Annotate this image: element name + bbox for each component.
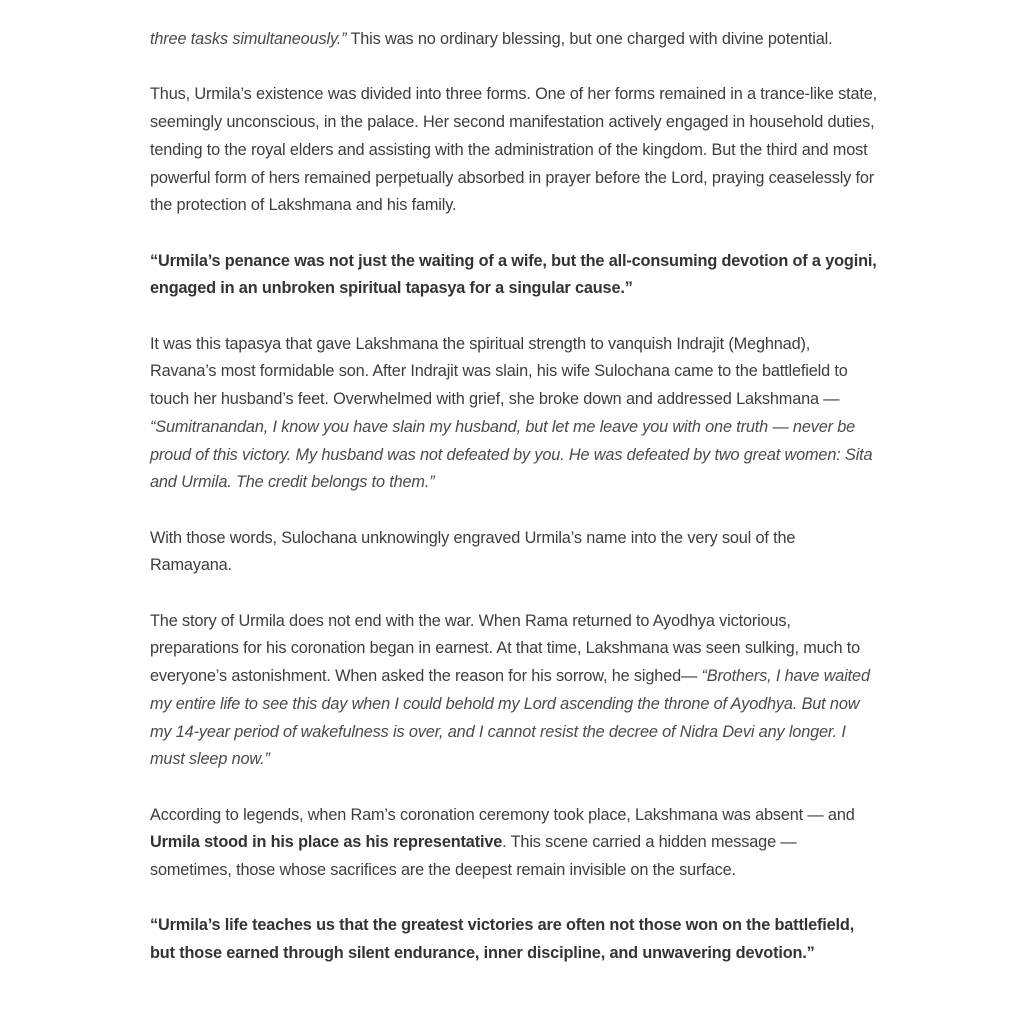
- paragraph-text: According to legends, when Ram’s coronation ceremony took place, Lakshmana was absent — and: [150, 805, 855, 824]
- paragraph-text: The story of Urmila does not end with the war. When Rama returned to Ayodhya victorious, preparations for his coronation began in earnest. At that time, Lakshmana was seen sulking, much to everyone’s astonishment. When asked the reason for his sorrow, he sighed—: [150, 611, 861, 686]
- paragraph-coronation: [150, 608, 880, 774]
- quote-italic: three tasks simultaneously.”: [150, 30, 347, 48]
- paragraph-sulochana: [150, 331, 880, 497]
- bold-text: Urmila stood in his place as his representative: [150, 833, 503, 852]
- article-body: [150, 26, 880, 995]
- paragraph-blessing: [150, 26, 880, 54]
- paragraph-legends: [150, 802, 880, 885]
- paragraph-text: It was this tapasya that gave Lakshmana the spiritual strength to vanquish Indrajit (Meghnad), Ravana’s most formidable son. After Indrajit was slain, his wife Sulochana came to the battlefield to touch her husband’s feet. Overwhelmed with grief, she broke down and addressed Lakshmana —: [150, 334, 848, 409]
- pull-quote-lesson: “Urmila’s life teaches us that the greatest victories are often not those won on the battlefield, but those earned through silent endurance, inner discipline, and unwavering devotion.”: [150, 916, 855, 963]
- paragraph-three-forms: Thus, Urmila’s existence was divided into three forms. One of her forms remained in a trance-like state, seemingly unconscious, in the palace. Her second manifestation actively engaged in household duties, tending to the royal elders and assisting with the administration of the kingdom. But the third and most powerful form of hers remained perpetually absorbed in prayer before the Lord, praying ceaselessly for the protection of Lakshmana and his family.: [150, 85, 878, 215]
- quote-italic: “Brothers, I have waited my entire life to see this day when I could behold my Lord ascending the throne of Ayodhya. But now my 14-year period of wakefulness is over, and I cannot resist the decree of Nidra Devi any longer. I must sleep now.”: [150, 667, 870, 769]
- quote-italic: “Sumitranandan, I know you have slain my husband, but let me leave you with one truth — never be proud of this victory. My husband was not defeated by you. He was defeated by two great women: Sita and Urmila. The credit belongs to them.”: [150, 417, 873, 492]
- pull-quote-penance: “Urmila’s penance was not just the waiting of a wife, but the all-consuming devotion of a yogini, engaged in an unbroken spiritual tapasya for a singular cause.”: [150, 251, 877, 298]
- paragraph-text: . This scene carried a hidden message — sometimes, those whose sacrifices are the deepest remain invisible on the surface.: [150, 833, 797, 879]
- paragraph-engraved: With those words, Sulochana unknowingly engraved Urmila’s name into the very soul of the Ramayana.: [150, 528, 796, 575]
- paragraph-text: This was no ordinary blessing, but one charged with divine potential.: [346, 30, 833, 48]
